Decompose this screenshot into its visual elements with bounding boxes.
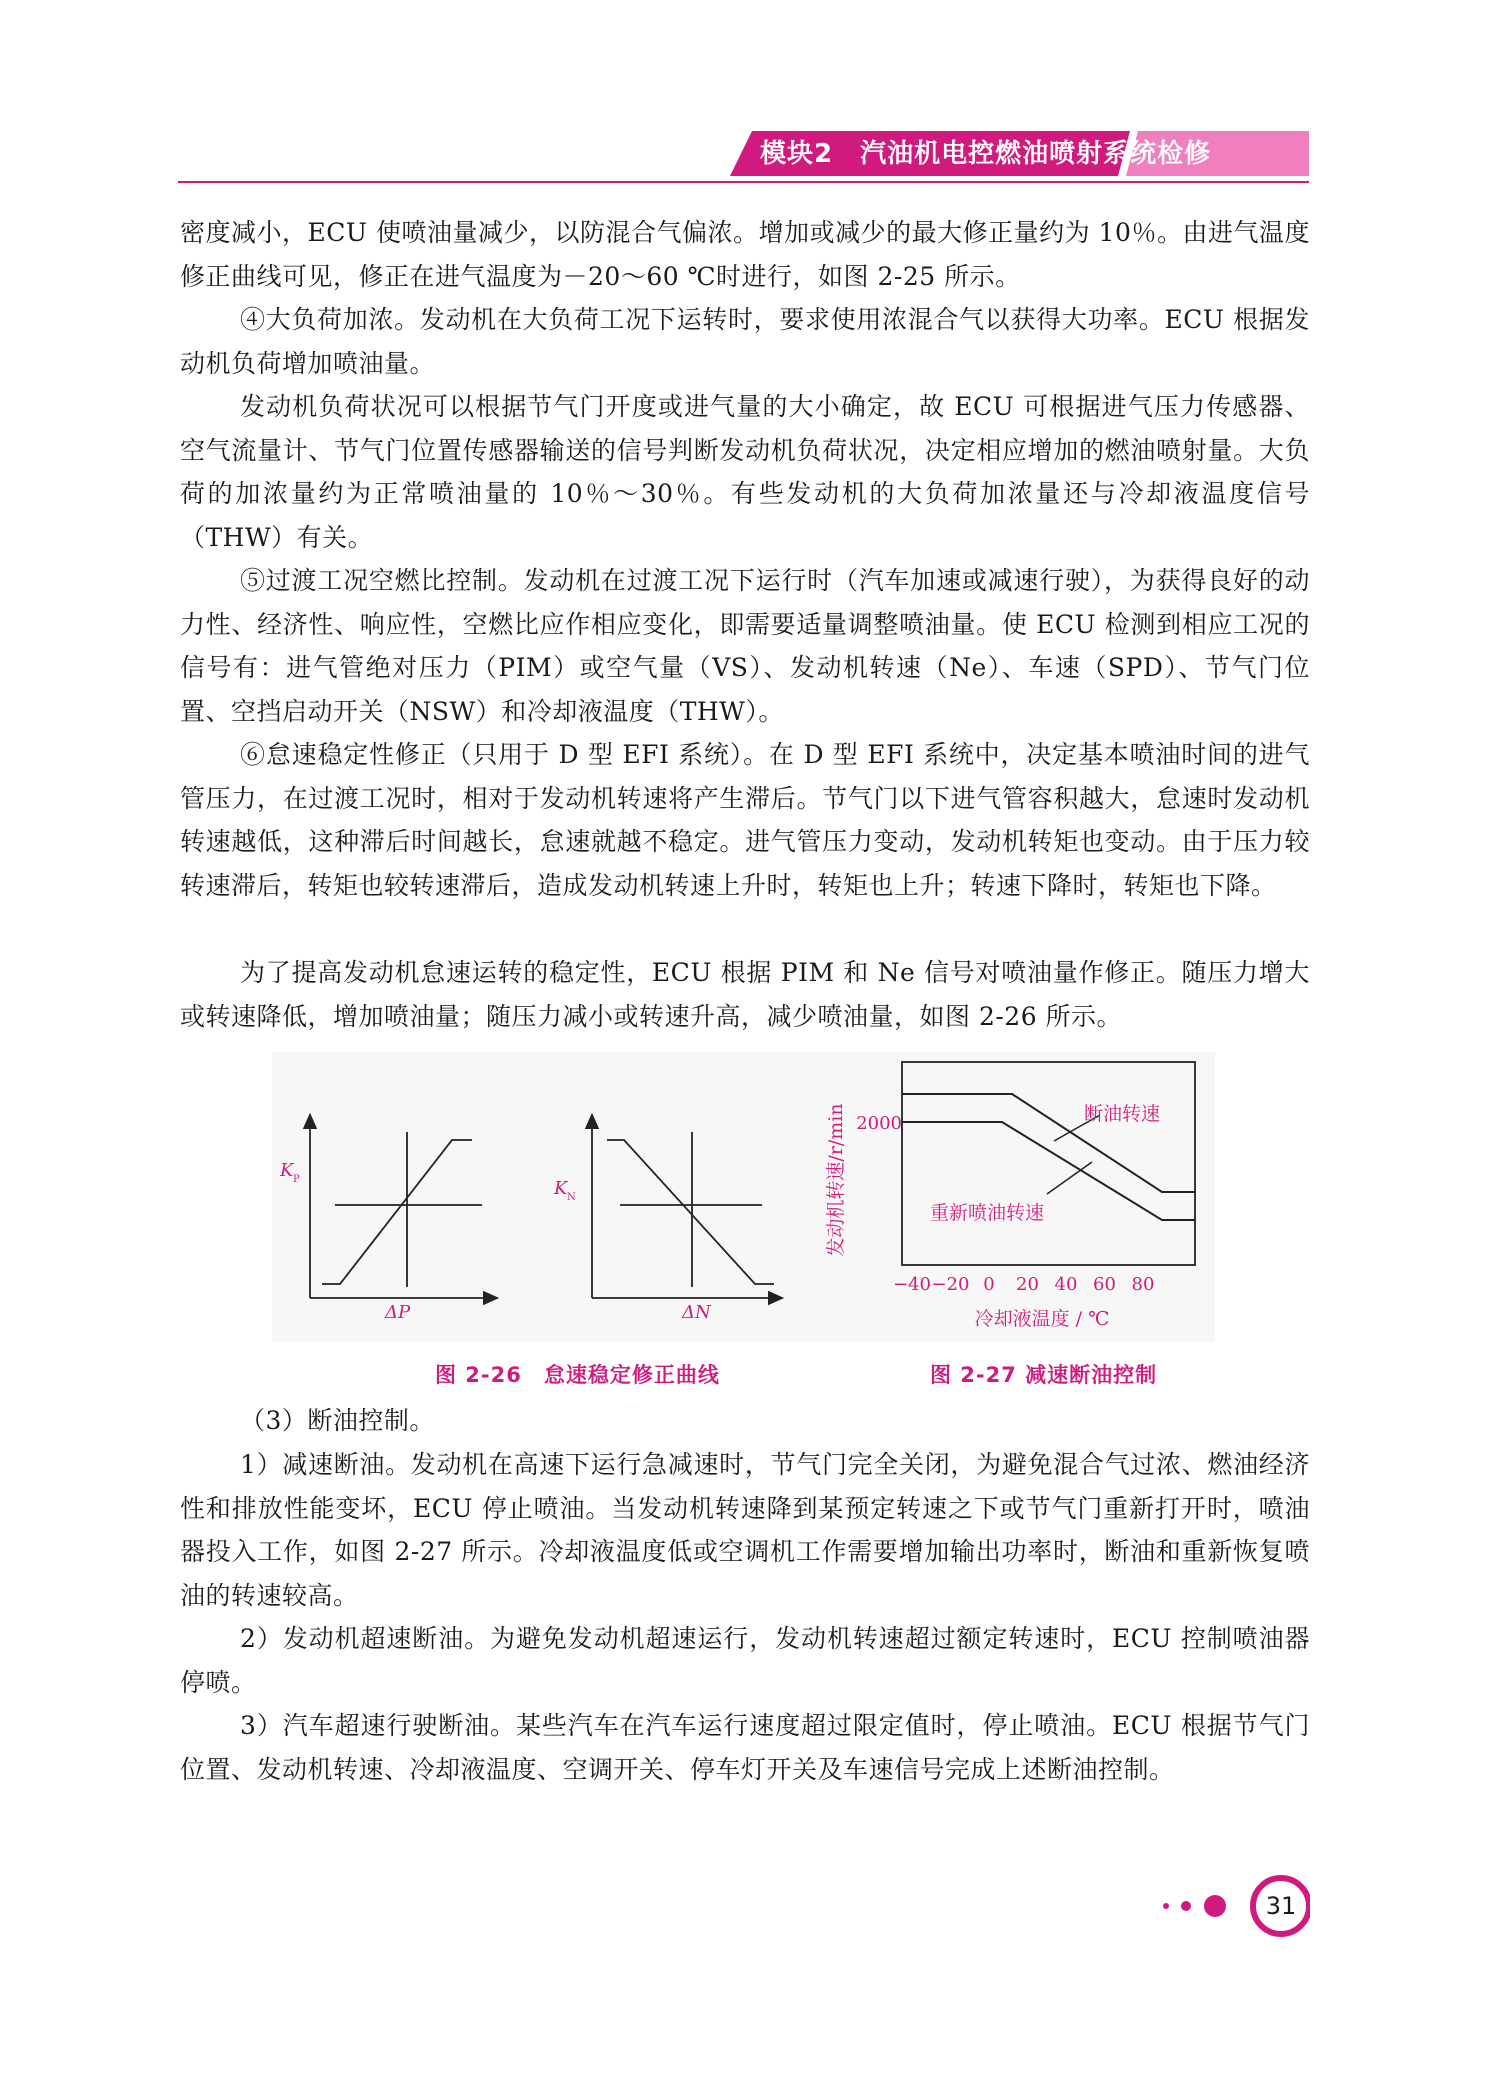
- paragraph-9: 2）发动机超速断油。为避免发动机超速运行，发动机转速超过额定转速时，ECU 控制喷油器停喷。: [180, 1624, 1310, 1697]
- resume-injection-label: 重新喷油转速: [930, 1202, 1045, 1224]
- kp-x-label: ΔP: [385, 1302, 411, 1323]
- chapter-title: 模块2 汽油机电控燃油喷射系统检修: [760, 139, 1212, 169]
- x-tick-label: 40: [1054, 1274, 1078, 1295]
- fuel-cut-speed-label: 断油转速: [1084, 1103, 1161, 1125]
- page-number: 31: [1265, 1892, 1297, 1920]
- kn-label-sub: N: [567, 1192, 576, 1203]
- kn-x-label: ΔN: [682, 1302, 711, 1323]
- page-number-badge: [1160, 1875, 1310, 1937]
- paragraph-5: ⑥怠速稳定性修正（只用于 D 型 EFI 系统）。在 D 型 EFI 系统中，决定基本喷油时间的进气管压力，在过渡工况时，相对于发动机转速将产生滞后。节气门以下进气管容积越大，怠速时发动机转速越低，这种滞后时间越长，怠速就越不稳定。进气管压力变动，发动机转矩也变动。由于压力较转速滞后，转矩也较转速滞后，造成发动机转速上升时，转矩也上升；转速下降时，转矩也下降。: [180, 740, 1310, 900]
- x-tick-label: −40: [893, 1274, 931, 1295]
- header-rule: [178, 181, 1309, 183]
- figure-graphics: [272, 1052, 1215, 1342]
- fuel-cut-y-label: 发动机转速/r/min: [825, 1103, 847, 1257]
- figures-area: [272, 1052, 1215, 1342]
- x-tick-label: 20: [1016, 1274, 1039, 1295]
- paragraph-3: 发动机负荷状况可以根据节气门开度或进气量的大小确定，故 ECU 可根据进气压力传感器、空气流量计、节气门位置传感器输送的信号判断发动机负荷状况，决定相应增加的燃油喷射量。大负荷的加浓量约为正常喷油量的 10％～30％。有些发动机的大负荷加浓量还与冷却液温度信号（THW）有关。: [180, 392, 1310, 552]
- paragraph-1: 密度减小，ECU 使喷油量减少，以防混合气偏浓。增加或减少的最大修正量约为 10％。由进气温度修正曲线可见，修正在进气温度为－20～60 ℃时进行，如图 2-25 所示。: [180, 218, 1310, 291]
- x-tick-label: 80: [1131, 1274, 1155, 1295]
- paragraph-7: （3）断油控制。: [240, 1406, 435, 1435]
- fuel-cut-x-ticks: [893, 1274, 1154, 1295]
- fuel-cut-x-label: 冷却液温度 / ℃: [974, 1308, 1110, 1330]
- x-tick-label: 0: [983, 1274, 995, 1295]
- x-tick-label: −20: [931, 1274, 970, 1295]
- paragraph-2: ④大负荷加浓。发动机在大负荷工况下运转时，要求使用浓混合气以获得大功率。ECU 根据发动机负荷增加喷油量。: [180, 305, 1310, 378]
- paragraph-6: 为了提高发动机怠速运转的稳定性，ECU 根据 PIM 和 Ne 信号对喷油量作修正。随压力增大或转速降低，增加喷油量；随压力减小或转速升高，减少喷油量，如图 2-26 所示。: [180, 958, 1310, 1031]
- figure-2-26-caption: 图 2-26 怠速稳定修正曲线: [435, 1363, 720, 1387]
- y-tick-label-2000: 2000: [856, 1113, 902, 1134]
- x-tick-label: 60: [1093, 1274, 1116, 1295]
- paragraph-4: ⑤过渡工况空燃比控制。发动机在过渡工况下运行时（汽车加速或减速行驶），为获得良好的动力性、经济性、响应性，空燃比应作相应变化，即需要适量调整喷油量。使 ECU 检测到相应工况的信号有：进气管绝对压力（PIM）或空气量（VS）、发动机转速（Ne）、车速（SPD）、节气门位置、空挡启动开关（NSW）和冷却液温度（THW）。: [180, 566, 1310, 726]
- kp-label: K: [280, 1160, 294, 1181]
- paragraph-10: 3）汽车超速行驶断油。某些汽车在汽车运行速度超过限定值时，停止喷油。ECU 根据节气门位置、发动机转速、冷却液温度、空调开关、停车灯开关及车速信号完成上述断油控制。: [180, 1711, 1310, 1784]
- paragraph-8: 1）减速断油。发动机在高速下运行急减速时，节气门完全关闭，为避免混合气过浓、燃油经济性和排放性能变坏，ECU 停止喷油。当发动机转速降到某预定转速之下或节气门重新打开时，喷油器投入工作，如图 2-27 所示。冷却液温度低或空调机工作需要增加输出功率时，断油和重新恢复喷油的转速较高。: [180, 1450, 1310, 1610]
- figure-2-27-caption: 图 2-27 减速断油控制: [930, 1363, 1158, 1387]
- kn-label: K: [554, 1178, 568, 1199]
- kp-label-sub: P: [293, 1174, 300, 1185]
